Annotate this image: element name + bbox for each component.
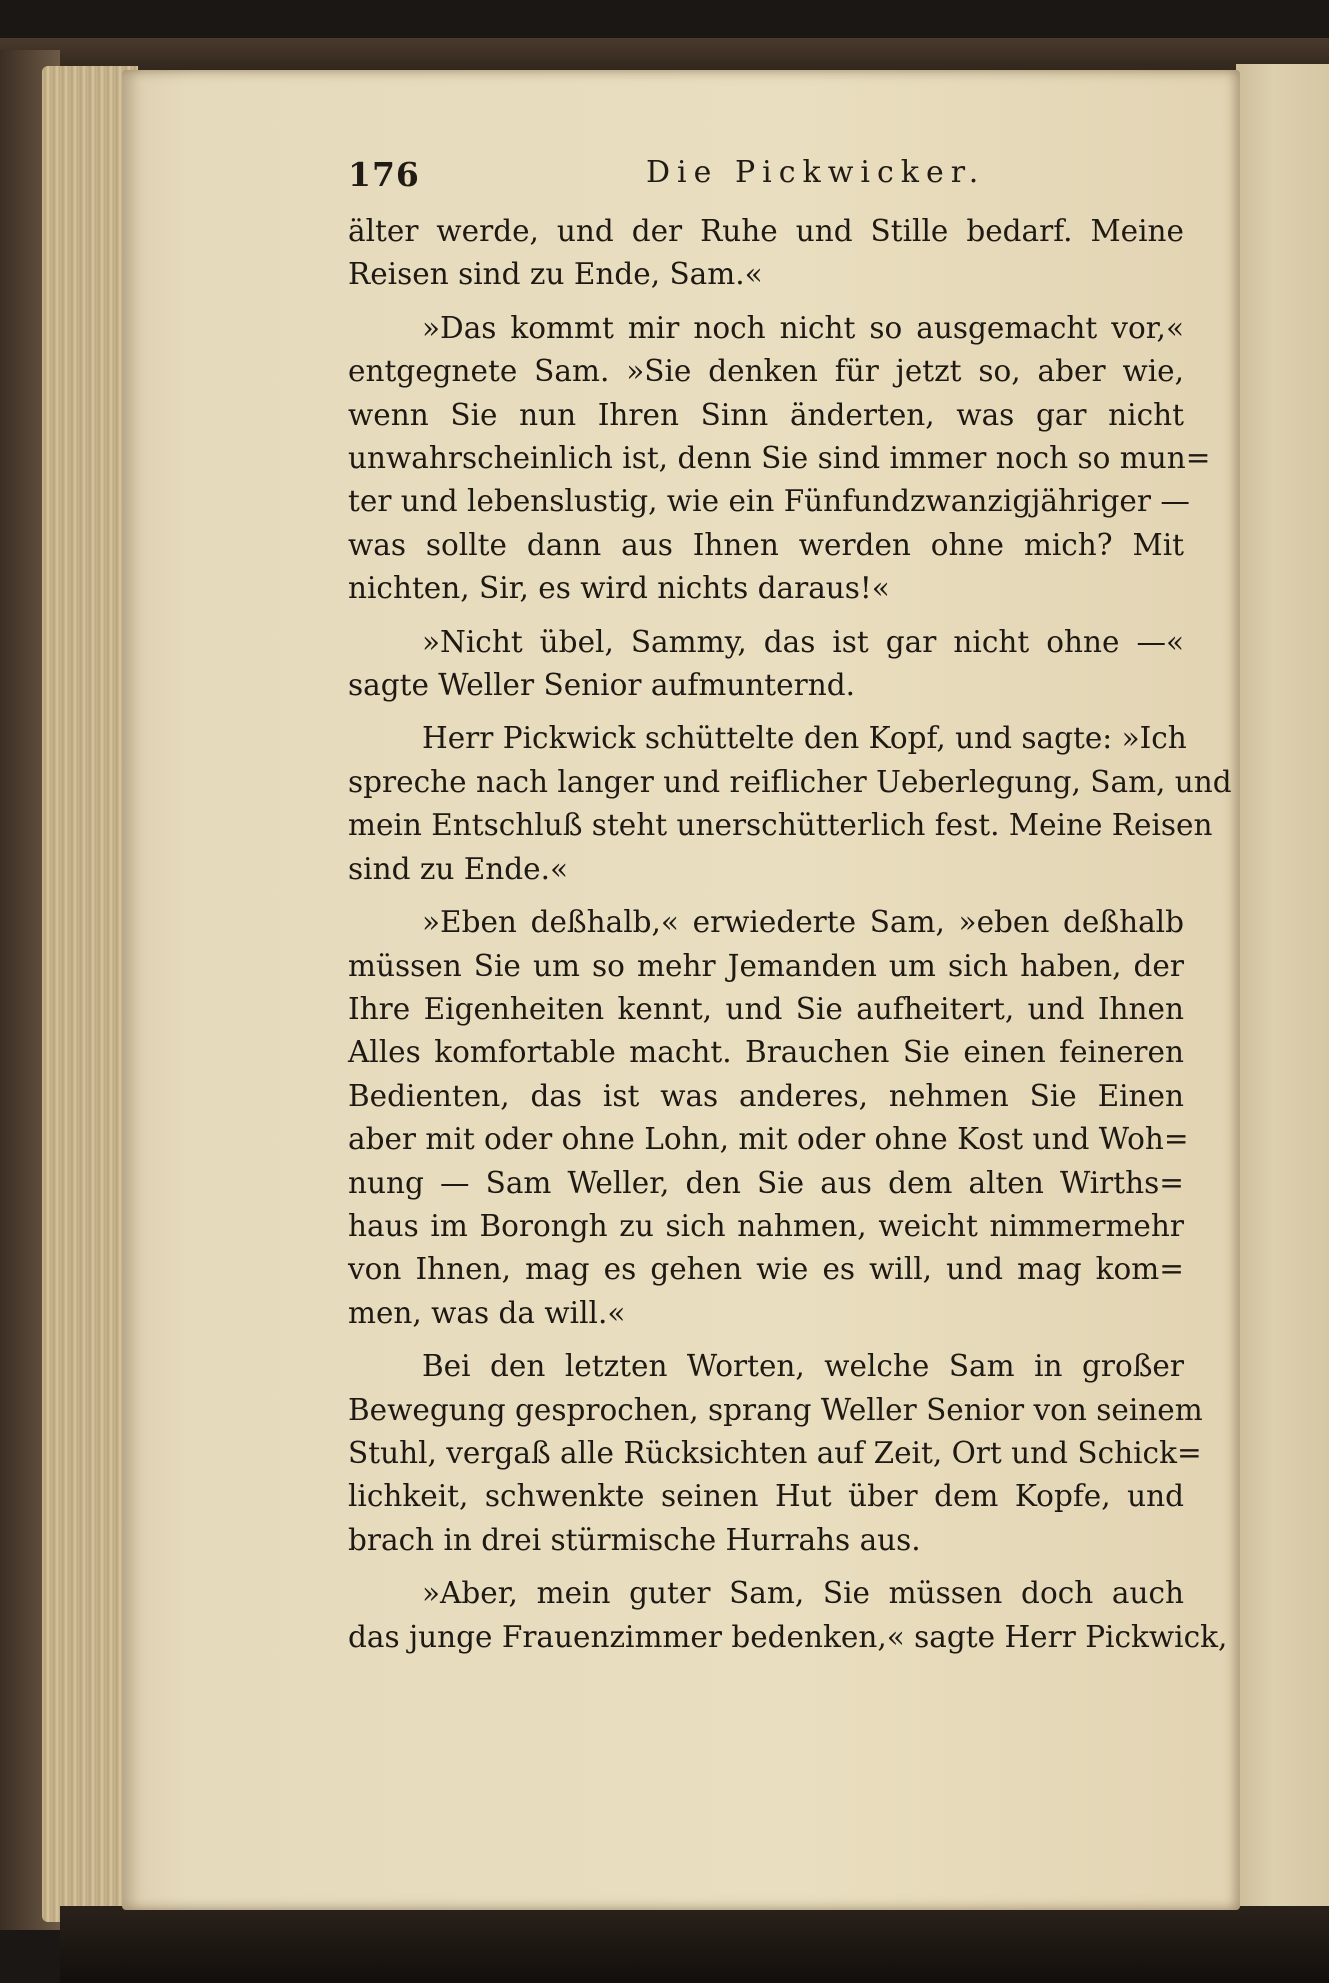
text-line: Stuhl, vergaß alle Rücksichten auf Zeit, Ort und Schick= (348, 1435, 1202, 1470)
paragraph (348, 307, 1211, 611)
page-header (348, 155, 1188, 205)
text-line: spreche nach langer und reiflicher Ueberlegung, Sam, und (348, 764, 1232, 799)
paragraph (348, 621, 1184, 708)
text-line: Reisen sind zu Ende, Sam.« (348, 257, 763, 292)
paragraph (348, 1345, 1203, 1562)
text-line: nung — Sam Weller, den Sie aus dem alten Wirths= (348, 1165, 1184, 1200)
text-line: Bei den letzten Worten, welche Sam in großer (422, 1349, 1184, 1384)
text-line: haus im Borongh zu sich nahmen, weicht nimmermehr (348, 1208, 1184, 1243)
text-line: das junge Frauenzimmer bedenken,« sagte Herr Pickwick, (348, 1619, 1228, 1654)
text-line: wenn Sie nun Ihren Sinn änderten, was gar nicht (348, 397, 1184, 432)
paragraph (348, 717, 1232, 891)
paragraph (348, 1572, 1228, 1659)
text-line: ter und lebenslustig, wie ein Fünfundzwanzigjähriger — (348, 484, 1190, 519)
text-line: Alles komfortable macht. Brauchen Sie einen feineren (348, 1035, 1184, 1070)
text-line: sagte Weller Senior aufmunternd. (348, 668, 855, 703)
text-line: aber mit oder ohne Lohn, mit oder ohne Kost und Woh= (348, 1122, 1189, 1157)
paragraph (348, 901, 1189, 1335)
text-line: mein Entschluß steht unerschütterlich fest. Meine Reisen (348, 808, 1213, 843)
text-line: unwahrscheinlich ist, denn Sie sind immer noch so mun= (348, 441, 1211, 476)
text-line: Bedienten, das ist was anderes, nehmen Sie Einen (348, 1078, 1184, 1113)
text-line: »Eben deßhalb,« erwiederte Sam, »eben deßhalb (422, 905, 1184, 940)
text-line: lichkeit, schwenkte seinen Hut über dem Kopfe, und (348, 1479, 1184, 1514)
text-line: »Nicht übel, Sammy, das ist gar nicht ohne —« (422, 624, 1184, 659)
text-line: men, was da will.« (348, 1295, 626, 1330)
text-line: von Ihnen, mag es gehen wie es will, und mag kom= (348, 1252, 1184, 1287)
text-line: »Das kommt mir noch nicht so ausgemacht vor,« (422, 310, 1184, 345)
body-text (348, 210, 1232, 1669)
text-line: brach in drei stürmische Hurrahs aus. (348, 1522, 921, 1557)
text-line: Herr Pickwick schüttelte den Kopf, und sagte: »Ich (422, 721, 1187, 756)
facing-page-edge (1236, 64, 1329, 1906)
text-line: nichten, Sir, es wird nichts daraus!« (348, 571, 890, 606)
paragraph (348, 210, 1184, 297)
text-line: müssen Sie um so mehr Jemanden um sich haben, der (348, 948, 1184, 983)
text-line: sind zu Ende.« (348, 851, 569, 886)
page-number: 176 (348, 155, 420, 194)
running-title: Die Pickwicker. (646, 155, 986, 190)
text-line: »Aber, mein guter Sam, Sie müssen doch auch (422, 1576, 1184, 1611)
text-line: älter werde, und der Ruhe und Stille bedarf. Meine (348, 214, 1184, 248)
text-line: Ihre Eigenheiten kennt, und Sie aufheitert, und Ihnen (348, 991, 1184, 1026)
text-line: entgegnete Sam. »Sie denken für jetzt so, aber wie, (348, 354, 1184, 389)
text-line: Bewegung gesprochen, sprang Weller Senior von seinem (348, 1392, 1203, 1427)
book-bottom-edge (60, 1906, 1329, 1983)
text-line: was sollte dann aus Ihnen werden ohne mich? Mit (348, 527, 1184, 562)
